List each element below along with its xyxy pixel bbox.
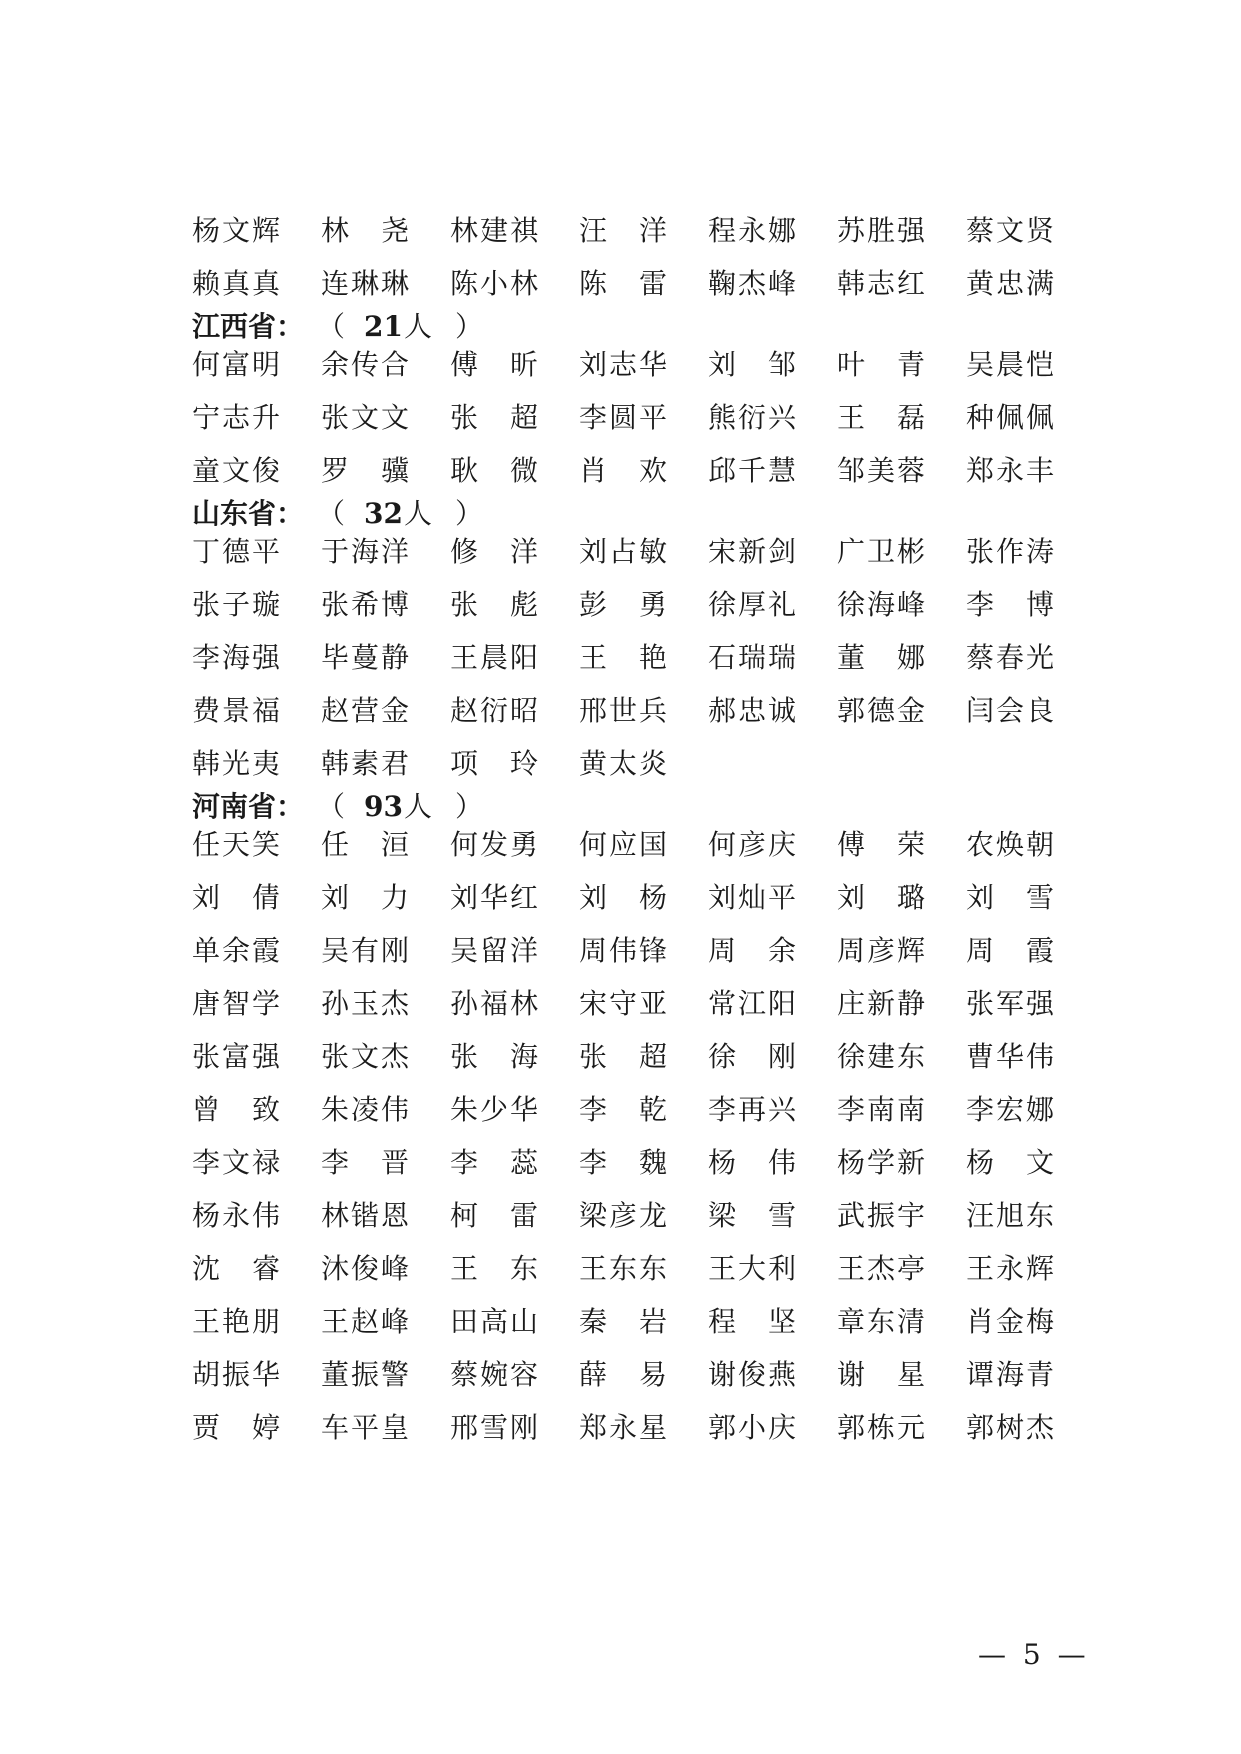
person-name: 张文杰 (321, 1040, 412, 1073)
person-name: 董 娜 (837, 641, 928, 674)
name-row (0, 878, 1241, 918)
person-name: 李 博 (966, 588, 1057, 621)
name-row (0, 345, 1241, 385)
person-name: 郑永丰 (966, 454, 1057, 487)
person-name: 邹美蓉 (837, 454, 928, 487)
person-name: 李再兴 (708, 1093, 799, 1126)
person-name: 何富明 (192, 348, 283, 381)
person-name: 吴有刚 (321, 934, 412, 967)
person-name: 章东清 (837, 1305, 928, 1338)
person-name: 贾 婷 (192, 1411, 283, 1444)
province-name: 河南省： (192, 790, 305, 823)
person-name: 傅 昕 (450, 348, 541, 381)
person-name: 李南南 (837, 1093, 928, 1126)
count-unit: 人 (404, 310, 433, 343)
name-row (0, 744, 1241, 784)
person-name: 郭德金 (837, 694, 928, 727)
person-name: 童文俊 (192, 454, 283, 487)
person-name: 蔡春光 (966, 641, 1057, 674)
person-name: 毕蔓静 (321, 641, 412, 674)
person-name: 汪 洋 (579, 214, 670, 247)
name-row (0, 1143, 1241, 1183)
person-name: 李海强 (192, 641, 283, 674)
person-name: 项 玲 (450, 747, 541, 780)
person-name: 刘 力 (321, 881, 412, 914)
person-name: 何发勇 (450, 828, 541, 861)
person-name: 石瑞瑞 (708, 641, 799, 674)
person-name: 宋守亚 (579, 987, 670, 1020)
person-name: 赵衍昭 (450, 694, 541, 727)
person-name: 宁志升 (192, 401, 283, 434)
person-name: 刘华红 (450, 881, 541, 914)
person-name: 刘 雪 (966, 881, 1057, 914)
person-name: 林锴恩 (321, 1199, 412, 1232)
person-name: 林建祺 (450, 214, 541, 247)
person-name: 闫会良 (966, 694, 1057, 727)
person-name: 杨 文 (966, 1146, 1057, 1179)
person-name: 刘占敏 (579, 535, 670, 568)
person-name: 吴留洋 (450, 934, 541, 967)
page-number: — 5 — (978, 1638, 1090, 1671)
name-row (0, 638, 1241, 678)
person-name: 肖 欢 (579, 454, 670, 487)
person-name: 单余霞 (192, 934, 283, 967)
person-name: 王晨阳 (450, 641, 541, 674)
person-name: 张 海 (450, 1040, 541, 1073)
person-name: 郭树杰 (966, 1411, 1057, 1444)
person-name: 任天笑 (192, 828, 283, 861)
name-row (0, 264, 1241, 304)
person-name: 张 超 (579, 1040, 670, 1073)
person-name: 张希博 (321, 588, 412, 621)
people-count: 21 (364, 310, 403, 343)
person-name: 李文禄 (192, 1146, 283, 1179)
name-row (0, 1302, 1241, 1342)
person-name: 王赵峰 (321, 1305, 412, 1338)
name-row (0, 211, 1241, 251)
person-name: 刘志华 (579, 348, 670, 381)
person-name: 农焕朝 (966, 828, 1057, 861)
province-name: 江西省： (192, 310, 305, 343)
person-name: 何应国 (579, 828, 670, 861)
person-name: 董振警 (321, 1358, 412, 1391)
person-name: 刘 璐 (837, 881, 928, 914)
person-name: 修 洋 (450, 535, 541, 568)
person-name: 张作涛 (966, 535, 1057, 568)
person-name: 徐 刚 (708, 1040, 799, 1073)
person-name: 张子璇 (192, 588, 283, 621)
person-name: 余传合 (321, 348, 412, 381)
person-name: 黄忠满 (966, 267, 1057, 300)
person-name: 张 超 (450, 401, 541, 434)
person-name: 庄新静 (837, 987, 928, 1020)
person-name: 张文文 (321, 401, 412, 434)
person-name: 刘 倩 (192, 881, 283, 914)
person-name: 王 东 (450, 1252, 541, 1285)
person-name: 蔡文贤 (966, 214, 1057, 247)
name-row (0, 398, 1241, 438)
person-name: 柯 雷 (450, 1199, 541, 1232)
person-name: 何彦庆 (708, 828, 799, 861)
people-count: 32 (364, 497, 403, 530)
person-name: 胡振华 (192, 1358, 283, 1391)
person-name: 李宏娜 (966, 1093, 1057, 1126)
person-name: 周伟锋 (579, 934, 670, 967)
person-name: 蔡婉容 (450, 1358, 541, 1391)
name-row (0, 1037, 1241, 1077)
count-unit: 人 (404, 497, 433, 530)
person-name: 叶 青 (837, 348, 928, 381)
person-name: 刘 杨 (579, 881, 670, 914)
person-name: 连琳琳 (321, 267, 412, 300)
person-name: 刘灿平 (708, 881, 799, 914)
person-name: 广卫彬 (837, 535, 928, 568)
person-name: 郑永星 (579, 1411, 670, 1444)
person-name: 王 艳 (579, 641, 670, 674)
person-name: 邢世兵 (579, 694, 670, 727)
close-paren: ） (455, 790, 484, 823)
person-name: 薛 易 (579, 1358, 670, 1391)
name-row (0, 585, 1241, 625)
person-name: 徐建东 (837, 1040, 928, 1073)
person-name: 杨永伟 (192, 1199, 283, 1232)
person-name: 杨学新 (837, 1146, 928, 1179)
person-name: 孙玉杰 (321, 987, 412, 1020)
person-name: 谢俊燕 (708, 1358, 799, 1391)
person-name: 耿 微 (450, 454, 541, 487)
person-name: 王大利 (708, 1252, 799, 1285)
name-row (0, 1249, 1241, 1289)
person-name: 郝忠诚 (708, 694, 799, 727)
person-name: 韩志红 (837, 267, 928, 300)
person-name: 吴晨恺 (966, 348, 1057, 381)
person-name: 沐俊峰 (321, 1252, 412, 1285)
person-name: 彭 勇 (579, 588, 670, 621)
person-name: 邱千慧 (708, 454, 799, 487)
people-count: 93 (364, 790, 403, 823)
person-name: 陈 雷 (579, 267, 670, 300)
person-name: 曾 致 (192, 1093, 283, 1126)
person-name: 王 磊 (837, 401, 928, 434)
person-name: 鞠杰峰 (708, 267, 799, 300)
person-name: 徐厚礼 (708, 588, 799, 621)
person-name: 孙福林 (450, 987, 541, 1020)
person-name: 刘 邹 (708, 348, 799, 381)
name-row (0, 532, 1241, 572)
name-row (0, 451, 1241, 491)
count-unit: 人 (404, 790, 433, 823)
person-name: 沈 睿 (192, 1252, 283, 1285)
name-row (0, 1196, 1241, 1236)
person-name: 李 晋 (321, 1146, 412, 1179)
person-name: 黄太炎 (579, 747, 670, 780)
name-row (0, 931, 1241, 971)
person-name: 程 坚 (708, 1305, 799, 1338)
person-name: 车平皇 (321, 1411, 412, 1444)
person-name: 李 魏 (579, 1146, 670, 1179)
person-name: 武振宇 (837, 1199, 928, 1232)
name-row (0, 1408, 1241, 1448)
person-name: 梁 雪 (708, 1199, 799, 1232)
person-name: 王艳朋 (192, 1305, 283, 1338)
person-name: 徐海峰 (837, 588, 928, 621)
person-name: 韩素君 (321, 747, 412, 780)
name-row (0, 691, 1241, 731)
person-name: 谢 星 (837, 1358, 928, 1391)
person-name: 陈小林 (450, 267, 541, 300)
person-name: 汪旭东 (966, 1199, 1057, 1232)
person-name: 赖真真 (192, 267, 283, 300)
person-name: 苏胜强 (837, 214, 928, 247)
person-name: 肖金梅 (966, 1305, 1057, 1338)
person-name: 谭海青 (966, 1358, 1057, 1391)
person-name: 曹华伟 (966, 1040, 1057, 1073)
person-name: 张 彪 (450, 588, 541, 621)
person-name: 王东东 (579, 1252, 670, 1285)
person-name: 种佩佩 (966, 401, 1057, 434)
person-name: 熊衍兴 (708, 401, 799, 434)
person-name: 罗 骥 (321, 454, 412, 487)
person-name: 李 乾 (579, 1093, 670, 1126)
person-name: 林 尧 (321, 214, 412, 247)
person-name: 王永辉 (966, 1252, 1057, 1285)
person-name: 张富强 (192, 1040, 283, 1073)
province-name: 山东省： (192, 497, 305, 530)
name-row (0, 984, 1241, 1024)
person-name: 朱凌伟 (321, 1093, 412, 1126)
person-name: 李圆平 (579, 401, 670, 434)
open-paren: （ (317, 310, 346, 343)
person-name: 郭小庆 (708, 1411, 799, 1444)
person-name: 李 蕊 (450, 1146, 541, 1179)
person-name: 丁德平 (192, 535, 283, 568)
person-name: 费景福 (192, 694, 283, 727)
person-name: 周 余 (708, 934, 799, 967)
person-name: 任 洹 (321, 828, 412, 861)
open-paren: （ (317, 790, 346, 823)
person-name: 周 霞 (966, 934, 1057, 967)
person-name: 韩光夷 (192, 747, 283, 780)
person-name: 杨文辉 (192, 214, 283, 247)
person-name: 郭栋元 (837, 1411, 928, 1444)
close-paren: ） (455, 310, 484, 343)
person-name: 程永娜 (708, 214, 799, 247)
name-row (0, 1355, 1241, 1395)
person-name: 常江阳 (708, 987, 799, 1020)
person-name: 周彦辉 (837, 934, 928, 967)
person-name: 宋新剑 (708, 535, 799, 568)
close-paren: ） (455, 497, 484, 530)
person-name: 秦 岩 (579, 1305, 670, 1338)
person-name: 朱少华 (450, 1093, 541, 1126)
person-name: 梁彦龙 (579, 1199, 670, 1232)
person-name: 傅 荣 (837, 828, 928, 861)
name-row (0, 1090, 1241, 1130)
person-name: 杨 伟 (708, 1146, 799, 1179)
person-name: 王杰亭 (837, 1252, 928, 1285)
person-name: 于海洋 (321, 535, 412, 568)
person-name: 张军强 (966, 987, 1057, 1020)
open-paren: （ (317, 497, 346, 530)
person-name: 田高山 (450, 1305, 541, 1338)
person-name: 唐智学 (192, 987, 283, 1020)
person-name: 邢雪刚 (450, 1411, 541, 1444)
name-row (0, 825, 1241, 865)
person-name: 赵营金 (321, 694, 412, 727)
